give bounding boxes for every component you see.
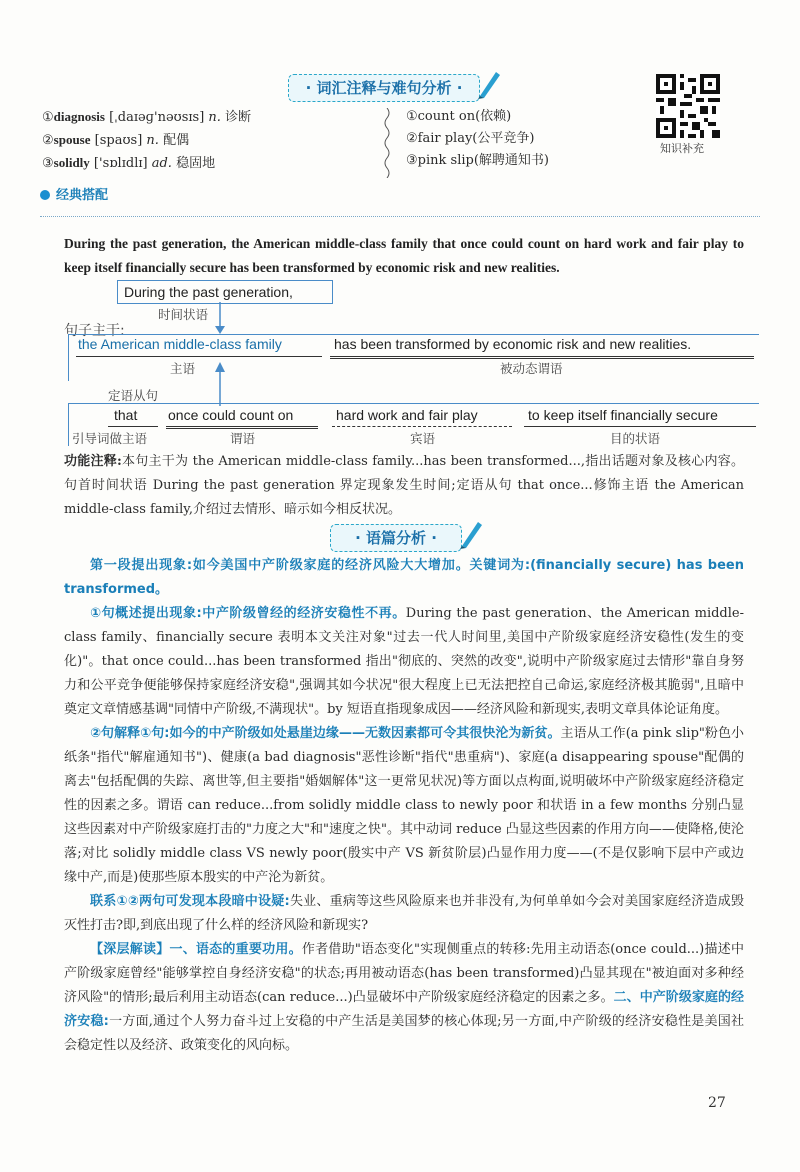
para3-body: 主语从工作(a pink slip"粉色小纸条"指代"解雇通知书")、健康(a bad diagnosis"恶性诊断"指代"患重病")、家庭(a disappearing spouse"配偶的离去"包括配偶的失踪、离世等,但主要指"婚姻解体"这一更常见状况)等方面以点构面,说明破坏中产阶级家庭经济稳定性的因素之多。谓语 can reduce...from solidly middle class to newly poor 和状语 in a few months 分别凸显这些因素对中产阶级家庭打击的"力度之大"和"速度之快"。其中动词 reduce 凸显这些因素的作用方向——使降格,使沦落;对比 solidly middle class VS newly poor(殷实中产 VS 新贫阶层)凸显作用力度——(不是仅影响下层中产或边缘中产,而是)使那些原本殷实的中产沦为新贫。 xyxy=(64,726,744,885)
adverbial-box: During the past generation, xyxy=(117,280,333,304)
para1-heading: 第一段提出现象:如今美国中产阶级家庭的经济风险大大增加。关键词为:(financially secure) has been transformed。 xyxy=(64,558,744,597)
subject-label: 主语 xyxy=(170,361,196,376)
clause-purpose-text: to keep itself financially secure xyxy=(528,407,718,423)
deep-reading-tag: 【深层解读】 xyxy=(90,942,170,957)
subject-underline xyxy=(76,356,322,357)
clause-verb-text: once could count on xyxy=(168,407,294,423)
deep-reading-body-2: 一方面,通过个人努力奋斗过上安稳的中产生活是美国梦的核心体现;另一方面,中产阶级的经济安稳性是美国社会稳定性以及经济、政策变化的风向标。 xyxy=(64,1014,744,1053)
clause-object-underline xyxy=(332,426,512,427)
page-number: 27 xyxy=(708,1095,726,1111)
main-clause-label: 句子主干: xyxy=(64,323,125,339)
clause-purpose-label: 目的状语 xyxy=(610,431,661,446)
phrase-item-3: ③pink slip(解聘通知书) xyxy=(406,153,549,168)
clause-that-underline xyxy=(108,426,158,427)
vocab-item-1: ①diagnosis [ˌdaɪəɡ'nəʊsɪs] n. 诊断 xyxy=(42,109,252,125)
vocab-item-3: ③solidly ['sɒlɪdlɪ] ad. 稳固地 xyxy=(42,155,216,171)
deep-reading-heading-2: 二、中产阶级家庭的经济安稳: xyxy=(64,990,744,1029)
clause-object-label: 宾语 xyxy=(410,431,436,446)
adverbial-label: 时间状语 xyxy=(158,307,209,322)
deep-reading-heading-1: 一、语态的重要功用。 xyxy=(169,942,302,957)
qr-caption: 知识补充 xyxy=(660,142,704,155)
classic-section-title: 经典搭配 xyxy=(40,184,108,203)
wave-divider xyxy=(382,108,392,178)
predicate-label: 被动态谓语 xyxy=(500,361,563,376)
discourse-section-banner: · 语篇分析 · xyxy=(330,524,462,552)
bullet-dot-icon xyxy=(40,190,50,200)
arrow-down-icon xyxy=(212,302,228,336)
function-note: 功能注释:本句主干为 the American middle-class family...has been transformed...,指出话题对象及核心内容。句首时间状语 During the past generation 界定现象发生时间;定语从句 that once...修饰主语 the American middle-class family,介绍过去情形、暗示如今相反状况。 xyxy=(64,454,744,517)
phrase-list xyxy=(406,106,646,172)
relative-clause-label: 定语从句 xyxy=(108,388,159,403)
clause-object-text: hard work and fair play xyxy=(336,407,478,423)
phrase-item-2: ②fair play(公平竞争) xyxy=(406,131,535,146)
key-sentence: During the past generation, the American middle-class family that once could count on hard work and fair play to keep itself financially secure has been transformed by economic risk and new realities. xyxy=(64,236,744,275)
clause-that-text: that xyxy=(114,407,138,423)
pen-icon-2 xyxy=(458,516,484,550)
dotted-divider xyxy=(40,216,760,217)
function-note-head: 功能注释: xyxy=(64,454,122,469)
arrow-up-icon xyxy=(212,360,228,406)
para4-heading: 联系①②两句可发现本段暗中设疑: xyxy=(90,894,290,909)
vocab-section-banner: · 词汇注释与难句分析 · xyxy=(288,74,480,102)
deep-reading-body-1: 作者借助"语态变化"实现侧重点的转移:先用主动语态(once could...)描述中产阶级家庭曾经"能够掌控自身经济安稳"的状态;再用被动语态(has been transformed)凸显其现在"被迫面对多种经济风险"的情形;最后利用主动语态(can reduce...)凸显破坏中产阶级家庭经济稳定的因素之多。 xyxy=(64,942,744,1005)
para3-heading: ②句解释①句:如今的中产阶级如处悬崖边缘——无数因素都可令其很快沦为新贫。 xyxy=(90,726,561,741)
pen-icon xyxy=(476,66,502,100)
discourse-analysis xyxy=(64,554,744,1058)
clause-that-label: 引导词做主语 xyxy=(72,431,148,446)
qr-code-icon[interactable] xyxy=(656,74,720,138)
para2-heading: ①句概述提出现象:中产阶级曾经的经济安稳性不再。 xyxy=(90,606,406,621)
para4-body: 失业、重病等这些风险原来也并非没有,为何单单如今会对美国家庭经济造成毁灭性打击?即,到底出现了什么样的经济风险和新现实? xyxy=(64,894,745,933)
phrase-item-1: ①count on(依赖) xyxy=(406,109,512,124)
vocab-item-2: ②spouse [spaʊs] n. 配偶 xyxy=(42,132,190,148)
vocab-list xyxy=(42,106,372,175)
predicate-text: has been transformed by economic risk and new realities. xyxy=(334,336,692,352)
para2-body: During the past generation、the American middle-class family、financially secure 表明本文关注对象"过去一代人时间里,美国中产阶级家庭经济安稳性(发生的变化)"。that once could...has been transformed 指出"彻底的、突然的改变",说明中产阶级家庭过去情形"靠自身努力和公平竞争便能够保持家庭经济安稳",强调其如今状况"很大程度上已无法把控自己命运,家庭经济极其脆弱",且暗中奠定文章情感基调"同情中产阶级,不满现状"。by 短语直指现象成因——经济风险和新现实,表明文章具体论证角度。 xyxy=(64,606,744,717)
subject-text: the American middle-class family xyxy=(78,336,282,352)
clause-verb-label: 谓语 xyxy=(230,431,256,446)
clause-purpose-underline xyxy=(524,426,756,427)
